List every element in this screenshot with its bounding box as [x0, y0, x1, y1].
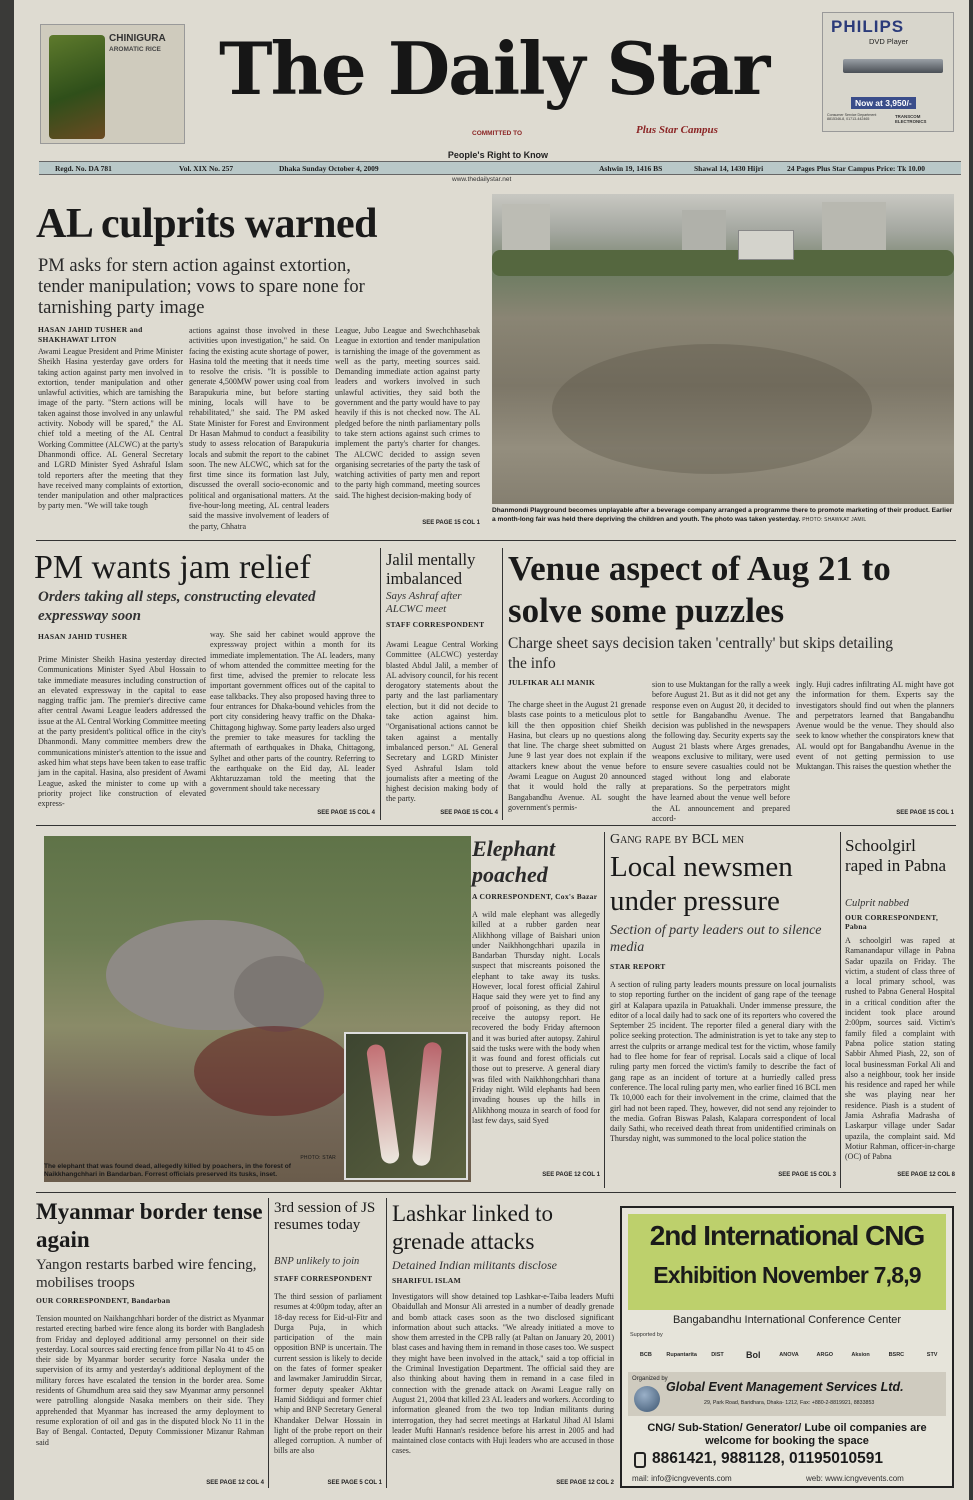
- jam-byline: HASAN JAHID TUSHER: [38, 632, 128, 641]
- lead-jump: SEE PAGE 15 COL 1: [422, 520, 480, 526]
- cng-welcome-text: CNG/ Sub-Station/ Generator/ Lube oil companies are welcome for booking the space: [647, 1422, 927, 1447]
- elephant-headline: Elephant poached: [472, 836, 556, 887]
- divider-js-lashkar: [386, 1198, 387, 1488]
- venue-byline: JULFIKAR ALI MANIK: [508, 678, 596, 687]
- chinigura-ad: [40, 24, 185, 144]
- jalil-subhead: Says Ashraf after ALCWC meet: [386, 590, 462, 615]
- elephant-photo: [44, 836, 471, 1182]
- jam-col1: Prime Minister Sheikh Hasina yesterday directed Communications Minister Syed Abul Hossain to take immediate measures including construction of an elevated expressway in the capital to ease nagging traffic jam. The premier's directive came after central Awami League leaders addressed the issue at the AL Central Working Committee meeting at the party president's political office in the city's Dhanmondi. Many committee members drew the communications minister's attention to the issue and asked him what steps have been taken to ease traffic jam in the capital. Hasina, also president of Awami League, asked the minister to come up with a priority project like construction of elevated express-: [38, 655, 206, 809]
- js-headline: 3rd session of JS resumes today: [274, 1200, 376, 1233]
- philips-price: Now at 3,950/-: [851, 97, 916, 109]
- info-bar: [39, 161, 961, 175]
- venue-col3: ingly. Huji cadres infiltrating AL might have got the information for them. Experts say the investigators should find out when the planners and perpetrators learned that Bangabandhu Avenue would be the venue. They should also seek to know whether the conspirators knew that AL would opt for Bangabandhu Avenue in the event of not getting permission to use Muktangan. This raises the question whether the: [796, 680, 954, 772]
- newsmen-jump: SEE PAGE 15 COL 3: [778, 1172, 836, 1178]
- sponsor-logo: STV: [926, 1352, 938, 1358]
- info-regd: Regd. No. DA 781: [55, 164, 112, 173]
- divider-myanmar-js: [268, 1198, 269, 1488]
- sponsor-logo: Rupantarita: [666, 1352, 697, 1358]
- myanmar-headline: Myanmar border tense again: [36, 1199, 263, 1252]
- divider-row3: [36, 825, 956, 826]
- divider-jam-jalil: [380, 548, 381, 820]
- lead-byline: HASAN JAHID TUSHER and SHAKHAWAT LITON: [38, 325, 143, 344]
- elephant-byline: A CORRESPONDENT, Cox's Bazar: [472, 892, 598, 901]
- chinigura-product: AROMATIC RICE: [109, 46, 161, 53]
- philips-fine-print: Consumer Service Department 8815346-8, 01713-442465: [827, 113, 877, 122]
- schoolgirl-body: A schoolgirl was raped at Ramanandapur village in Pabna Sadar upazila on Friday. The victim, a student of class three of a local primary school, was rushed to Pabna General Hospital in a critical condition after the incident took place around 2:00pm, sources said. Victim's family filed a complaint with Pabna police station stating Sabbir Ahmed Piash, 22, son of local businessman Forkal Ali and also a neighbour, took her inside his residence and raped her while she was playing near her residence. Piash is a student of Jamia Ashrafia Madrasha of Laskarpur village under Sadar upazila, the complaint said. Md Motiur Rahman, officer-in-charge (OC) of Pabna: [845, 936, 955, 1162]
- jalil-byline: STAFF CORRESPONDENT: [386, 620, 485, 629]
- jalil-headline: Jalil mentally imbalanced: [386, 550, 476, 588]
- schoolgirl-jump: SEE PAGE 12 COL 8: [897, 1172, 955, 1178]
- newsmen-body: A section of ruling party leaders mounts pressure on local journalists to stop reporting further on the incident of gang rape of the teenage girl at Kalapara upazila in Patuakhali. Under immense pressure, the editor of a local daily had to sack one of its reporters who covered the September 25 incident. The reporter filed a general diary with the police seeking protection. The administration is yet to take any step to arrest the culprits or arrange medical test for the victim, whose family had to flee home for fear of reprisal. Locals said a clique of local ruling party men forced the victim's family to describe the fact of gang rape as an incident of torture at a hurriedly called press conference. The local ruling party men, who earlier fined 16 BCL men Tk 10,000 each for their involvement in the crime, claimed that the girl had not been raped. They, however, did not send any rejoinder to the media. Gofran Biswas Palash, Kalapara correspondent of local daily Sathi, who received death threat from unidentified criminals on Thursday night, was summoned to the local police station the: [610, 980, 836, 1144]
- sponsor-logo: DIST: [711, 1352, 724, 1358]
- js-body: The third session of parliament resumes at 4:00pm today, after an 18-day recess for Eid-ul-Fitr and Durga Puja, in which participation of the main opposition BNP is uncertain. The current session is likely to decide on the fates of former speaker and lawmaker Jamiruddin Sircar, former deputy speaker Akhtar Hamid Siddiqui and former chief whip and BNP Secretary General Khandaker Delwar Hossain in light of the probe report on their alleged corruption. A number of bills are also: [274, 1292, 382, 1456]
- lashkar-subhead: Detained Indian militants disclose: [392, 1258, 557, 1272]
- lead-col3: League, Jubo League and Swechchhasebak League in extortion and tender manipulation is tarnishing the image of the government as well as the party, meeting sources said. Demanding immediate action against party leaders and workers involved in such unlawful activities, they said both the government and the party would have to pay heavily if this is not checked now. The AL pledged before the ninth parliamentary polls to take stern actions against such crimes to implement the party's charter for changes. The ALCWC decided to assign seven organising secretaries of the party the task of watching activities of party men and report to the party high command, meeting sources said. The highest decision-making body of: [335, 326, 480, 500]
- phone-icon: [634, 1452, 646, 1468]
- lashkar-byline: SHARIFUL ISLAM: [392, 1276, 462, 1285]
- jam-col2: way. She said her cabinet would approve the expressway project within a month for its immediate implementation. The AL leaders, many of whom attended the committee meeting for the first time, advised the premier to relocate less important government offices out of the capital to ease talkbacks. They also proposed having three to four entrances for Dhaka-bound vehicles from the port city considering heavy traffic on the Dhaka-Chittagong highway. Some party leaders also urged the premier to take measures for tackling the aftermath of earthquakes in Dhaka, Chittagong, Sylhet and other parts of the country. Referring to the earthquake on the Eid day, AL leader Akhtaruzzaman told the meeting that the government should take necessary: [210, 630, 375, 794]
- cng-web: web: www.icngvevents.com: [806, 1474, 904, 1483]
- divider-row4: [36, 1192, 956, 1193]
- schoolgirl-subhead: Culprit nabbed: [845, 898, 909, 909]
- info-volume: Vol. XIX No. 257: [179, 164, 234, 173]
- cng-organizer-address: 29, Park Road, Baridhara, Dhaka- 1212, Fax: +880-2-8819921, 8833853: [704, 1400, 875, 1406]
- tusks-inset: [344, 1032, 468, 1180]
- js-byline: STAFF CORRESPONDENT: [274, 1274, 373, 1283]
- lead-photo-caption: [492, 507, 954, 524]
- js-subhead: BNP unlikely to join: [274, 1256, 360, 1267]
- cng-organizer-name: Global Event Management Services Ltd.: [666, 1380, 904, 1394]
- elephant-photo-caption: [44, 1154, 336, 1180]
- elephant-photo-credit: PHOTO: STAR: [300, 1155, 336, 1161]
- newspaper-page: [14, 0, 969, 1500]
- divider-row2: [36, 540, 956, 541]
- cng-ad-venue: Bangabandhu International Conference Center: [672, 1314, 902, 1326]
- philips-ad: [822, 12, 954, 132]
- info-price: 24 Pages Plus Star Campus Price: Tk 10.00: [787, 164, 926, 173]
- lashkar-body: Investigators will show detained top Lashkar-e-Taiba leaders Mufti Obaidullah and Monsur Ali arrested in a number of deadly grenade and bomb attack cases soon as the two disclosed significant information about such attacks. "We already initiated a move to show them arrested in the CPB rally (at Paltan on January 20, 2001) blast cases and having them in remand in those cases too. We suspect they might have been involved in the attack," said a top official in the Criminal Investigation Department. The official said they are also thinking about having them in remand in a case filed in connection with the grenade attack on Awami League rally on August 21, 2004 that killed 23 AL leaders and workers. According to information gleaned from the two top Indian militants during interrogation, they had secret meetings at Harkatul Jihad Al Islami leader Mufti Hannan's residence before his arrest in 2005 and had maintained close contacts with Huji leaders who are accused in those cases.: [392, 1292, 614, 1456]
- truck: [738, 230, 794, 260]
- cng-exhibition-ad: [620, 1206, 954, 1488]
- tree-line: [492, 250, 954, 276]
- jam-headline: PM wants jam relief: [34, 549, 311, 586]
- cng-ad-line2: Exhibition November 7,8,9: [653, 1262, 921, 1288]
- lead-subhead: PM asks for stern action against extortion, tender manipulation; vows to spare none for tarnishing party image: [38, 256, 365, 318]
- lead-photo-caption-text: Dhanmondi Playground becomes unplayable after a beverage company arranged a programme there to promote marketing of their product. Earlier a month-long fair was held there depriving the children and youth. The photo was taken yesterday.: [492, 507, 953, 523]
- cng-phones: 8861421, 9881128, 01195010591: [652, 1450, 884, 1467]
- cng-sponsor-logos: [630, 1342, 948, 1368]
- venue-col2: sion to use Muktangan for the rally a week before August 21. But as it did not get any response even on August 20, it decided to settle for Bangabandhu Avenue. The decision was published in the newspapers the following day. Security experts say the August 21 blasts where Arges grenades, weapons exclusive to military, were used to ensure severe casualties could not be staged without long and elaborate preparations. So the perpetrators might have learned about the venue well before the AL announcement and prepared accord-: [652, 680, 790, 823]
- newsmen-headline: Local newsmen under pressure: [610, 851, 793, 917]
- cng-ad-line1: 2nd International CNG: [649, 1220, 925, 1251]
- jam-subhead: Orders taking all steps, constructing elevated expressway soon: [38, 589, 316, 624]
- cng-ad-supported-label: Supported by: [630, 1332, 663, 1338]
- blood-stain: [194, 1026, 354, 1116]
- divider-jalil-venue: [502, 548, 503, 820]
- lashkar-headline: Lashkar linked to grenade attacks: [392, 1201, 553, 1254]
- cng-organized-label: Organized by: [632, 1376, 668, 1382]
- dvd-player-image: [843, 59, 943, 73]
- js-jump: SEE PAGE 5 COL 1: [327, 1480, 382, 1486]
- philips-dealer: TRANSCOM ELECTRONICS: [895, 114, 927, 124]
- tusk-2: [412, 1041, 443, 1166]
- globe-icon: [634, 1386, 660, 1412]
- lead-photo-credit: PHOTO: SHAWKAT JAMIL: [802, 516, 867, 523]
- venue-headline: Venue aspect of Aug 21 to solve some puzzles: [508, 549, 891, 630]
- mud-patch: [552, 344, 872, 474]
- myanmar-jump: SEE PAGE 12 COL 4: [206, 1480, 264, 1486]
- venue-jump: SEE PAGE 15 COL 1: [896, 810, 954, 816]
- sponsor-logo: BSRC: [888, 1352, 905, 1358]
- lashkar-jump: SEE PAGE 12 COL 2: [556, 1480, 614, 1486]
- myanmar-subhead: Yangon restarts barbed wire fencing, mobilises troops: [36, 1257, 257, 1291]
- tagline-text: People's Right to Know: [447, 150, 549, 160]
- elephant-head: [234, 956, 324, 1032]
- divider-newsmen-schoolgirl: [840, 832, 841, 1188]
- cng-organizer-band: [628, 1372, 946, 1416]
- lead-headline: AL culprits warned: [36, 201, 378, 247]
- venue-col1: The charge sheet in the August 21 grenade blasts case points to a meticulous plot to kill the then opposition chief Sheikh Hasina, but clears up no questions along that line. The charge sheet submitted on June 9 last year does not explain if the attackers knew about the venue before Awami League on August 20 announced that it would hold the rally at Bangabandhu Avenue. AL sought the government's permis-: [508, 700, 646, 812]
- elephant-photo-caption-text: The elephant that was found dead, allegedly killed by poachers, in the forest of Naikkhangchhari in Bandarban. Forrest officials preserved its tusks, inset.: [44, 1162, 291, 1178]
- myanmar-byline: OUR CORRESPONDENT, Bandarban: [36, 1296, 171, 1305]
- info-bangla-date: Ashwin 19, 1416 BS: [599, 164, 663, 173]
- elephant-jump: SEE PAGE 12 COL 1: [542, 1172, 600, 1178]
- sponsor-logo: BCB: [639, 1352, 652, 1358]
- newsmen-subhead: Section of party leaders out to silence media: [610, 923, 822, 955]
- sponsor-logo: ANOVA: [779, 1352, 799, 1358]
- chinigura-brand: CHINIGURA: [109, 33, 166, 44]
- cng-email: mail: info@icngvevents.com: [632, 1474, 732, 1483]
- tagline-top: COMMITTED TO: [472, 130, 523, 137]
- jalil-body: Awami League Central Working Committee (ALCWC) yesterday blasted Abdul Jalil, a member of AL advisory council, for his recent derogatory statements about the party and the last parliamentary election, but it did not decide to take action against him. "Organisational actions cannot be taken against a mentally imbalanced person." AL General Secretary and LGRD Minister Syed Ashraful Islam told journalists after a meeting of the highest decision making body of the party.: [386, 640, 498, 804]
- schoolgirl-byline: OUR CORRESPONDENT, Pabna: [845, 913, 939, 931]
- philips-product: DVD Player: [869, 37, 909, 46]
- supplement-label: Plus Star Campus: [636, 124, 718, 136]
- info-hijri-date: Shawal 14, 1430 Hijri: [694, 164, 764, 173]
- sponsor-logo: Aksion: [851, 1352, 870, 1358]
- lead-col1: Awami League President and Prime Minister Sheikh Hasina yesterday gave orders for taking action against party men involved in extortion, tender manipulation and other unlawful activities, which are tarnishing the image of the party. "Stern actions will be taken against those involved in any unlawful activity. Nobody will be spared," the AL chief told a meeting of the AL Central Working Committee (ALCWC) at the party's Dhanmondi office. AL General Secretary and LGRD Minister Syed Ashraful Islam told reporters after the meeting that they have received many complaints of extortion, tender manipulation and other malpractices by party men. "We will take tough: [38, 347, 183, 511]
- jalil-jump: SEE PAGE 15 COL 4: [440, 810, 498, 816]
- sponsor-logo: Bol: [745, 1350, 761, 1360]
- website-url: www.thedailystar.net: [452, 176, 512, 183]
- rice-bag-image: [49, 35, 105, 139]
- tusk-1: [366, 1043, 401, 1164]
- schoolgirl-headline: Schoolgirl raped in Pabna: [845, 836, 947, 875]
- dhanmondi-playground-photo: [492, 194, 954, 504]
- lead-col2: actions against those involved in these activities upon investigation," he said. On facing the existing acute shortage of power, Hasina told the meeting that it needs time to resolve the crisis. "It is possible to generate 4,500MW power using coal from Barapukuria mine, but before starting mining, locals will have to be rehabilitated," she said. The PM asked State Minister for Forest and Environment Dr Hasan Mahmud to conduct a feasibility study to assess relocation of Barapukuria locals and submit the report to the cabinet soon. The new ALCWC, which sat for the first time since its formation last July, discussed the overall socio-economic and political and organisational matters. At the five-hour-long meeting, AL central leaders said the massive involvement of leaders of the party, Chhatra: [189, 326, 329, 531]
- elephant-body-text: A wild male elephant was allegedly killed at a rubber garden near Alikhhong village of Baishari union under Naikhhongchhari upazila in Bandarban Thursday night. Locals suspect that miscreants poisoned the elephant to take away its tusks. However, local forest official Zahirul Haque said they were yet to find any proof of poisoning, as they did not receive the autopsy report. He recovered the body Friday afternoon and it was buried after autopsy. Zahirul said the tusks were with the body when it was found and forest officials cut those out to preserve. A general diary was filed with Naikhhongchhari thana Friday night. Wild elephants had been invading houses up the hills in Alikhhong mouza in search of food for last few days, said Syed: [472, 910, 600, 1125]
- divider-elephant-newsmen: [604, 832, 605, 1188]
- newsmen-byline: STAR REPORT: [610, 962, 666, 971]
- venue-subhead: Charge sheet says decision taken 'centrally' but skips detailing the info: [508, 635, 893, 672]
- info-date: Dhaka Sunday October 4, 2009: [279, 164, 379, 173]
- masthead-title: The Daily Star: [219, 26, 769, 111]
- myanmar-body: Tension mounted on Naikhangchhari border of the district as Myanmar restarted erecting barbed wire fence along its border with Bangladesh from Friday and deployed additional army personnel on their side yesterday. Local sources said erecting fence from pillar No 41 to 45 on their side by Myanmar border security force Nasaka under the supervision of its army and yesterday's additional deployment of the military forces have escalated the tension in the border area. Some residents of Ghumdhum area said they saw Myanmar army personnel were patrolling alongside Nasaka members on their side. They apprehended that Myanmar has increased the army deployment to resume exploration of oil and gas in the disputed block No 11 in the Bay of Bengal. Contacted, Deputy Commissioner Mizanur Rahman said: [36, 1314, 264, 1447]
- sponsor-logo: ARGO: [816, 1352, 834, 1358]
- newsmen-kicker: Gang rape by BCL men: [610, 832, 745, 847]
- philips-brand: PHILIPS: [831, 17, 905, 36]
- jam-jump: SEE PAGE 15 COL 4: [317, 810, 375, 816]
